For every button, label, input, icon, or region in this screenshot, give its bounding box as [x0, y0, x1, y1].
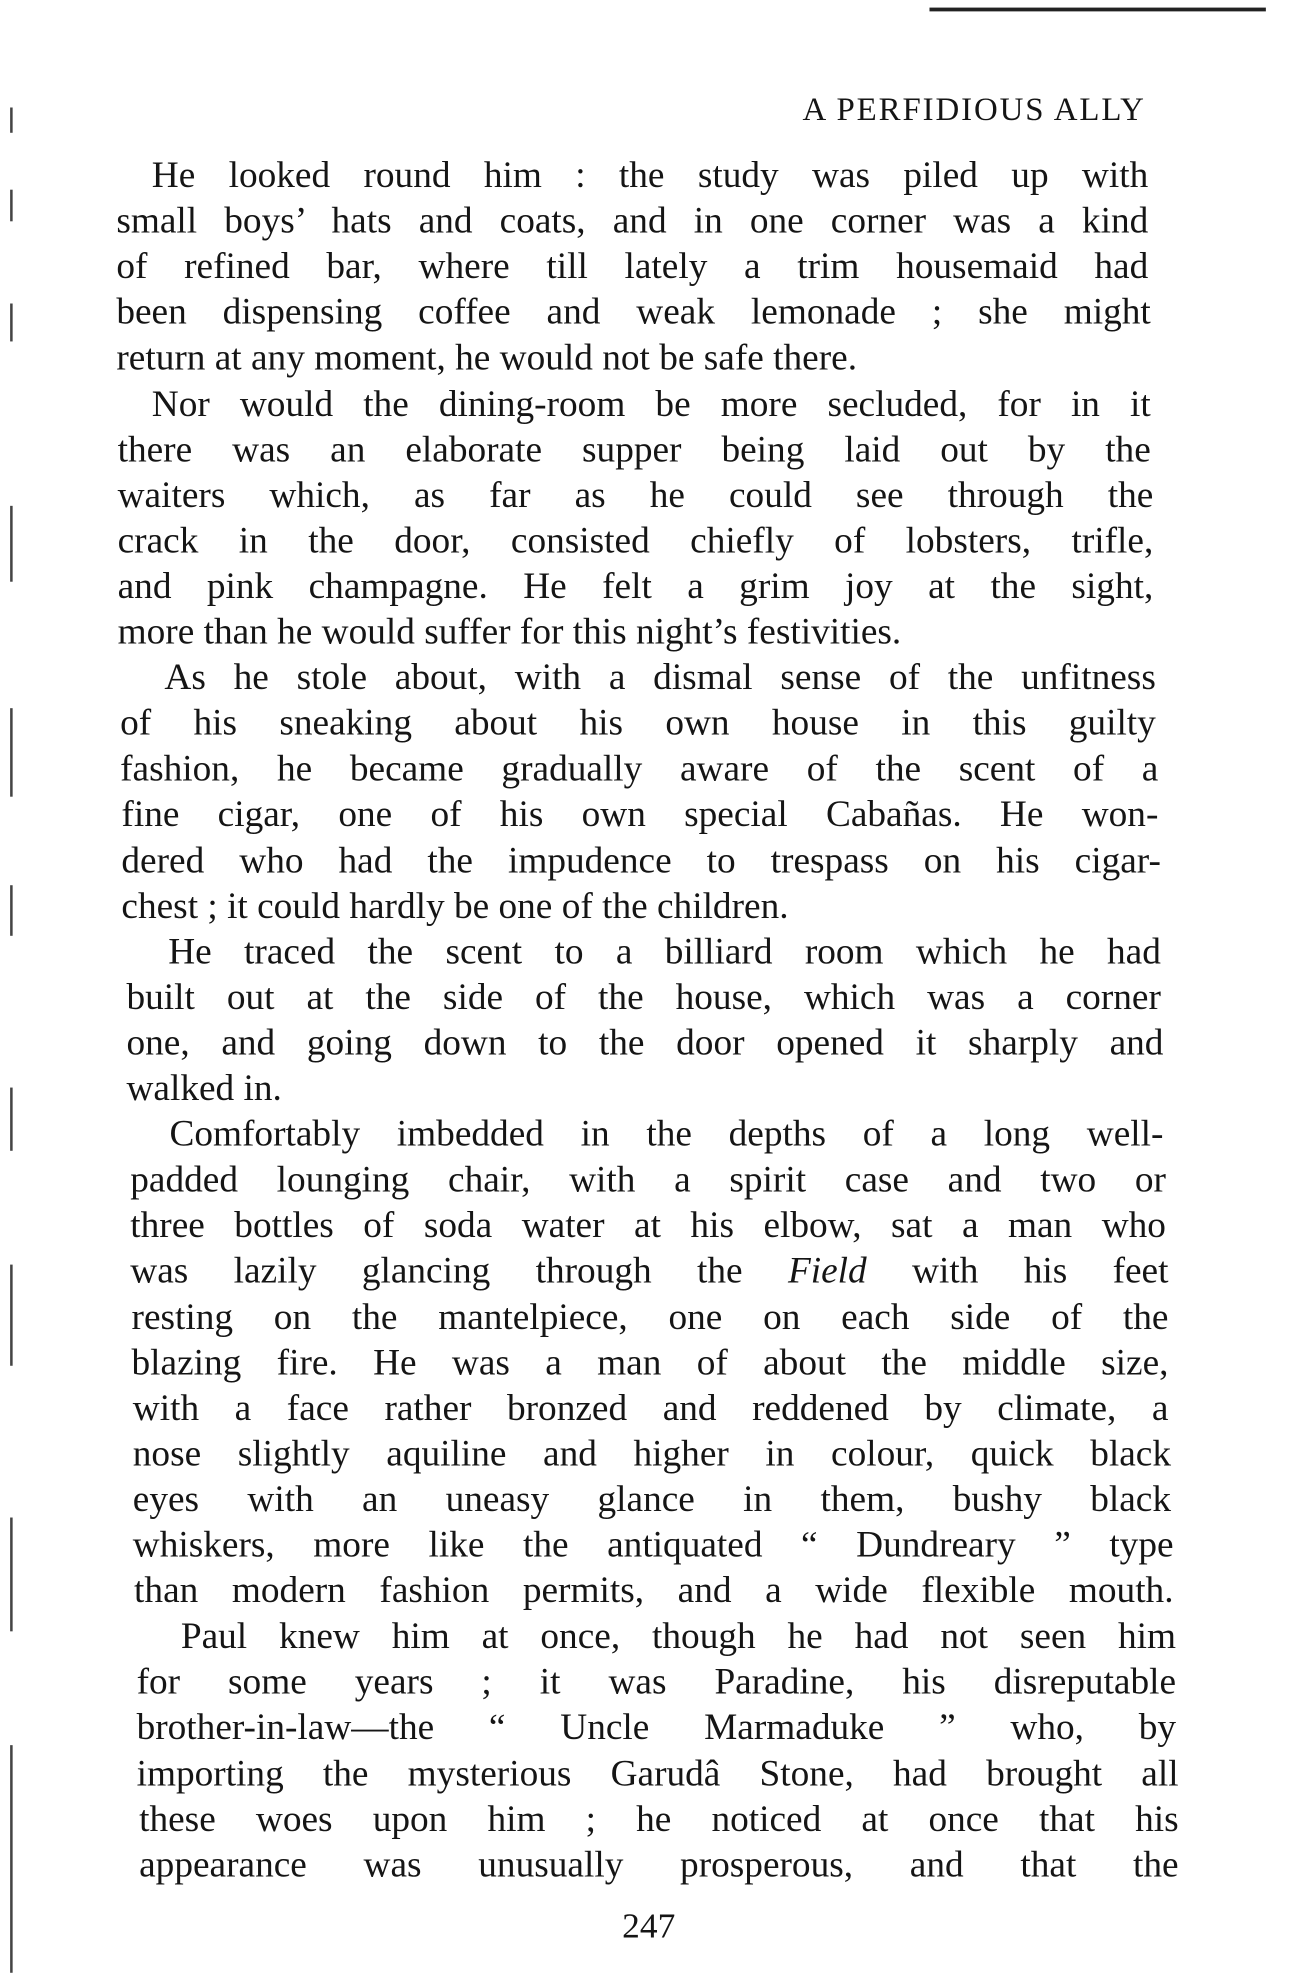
text-line: there was an elaborate supper being laid out by the [117, 429, 1151, 470]
scan-margin-mark [10, 1518, 12, 1632]
text-line: these woes upon him ; he noticed at once that his [139, 1799, 1179, 1840]
text-line: small boys’ hats and coats, and in one corner was a kind [116, 201, 1149, 242]
text-line: fashion, he became gradually aware of the scent of a [120, 749, 1159, 790]
text-line: three bottles of soda water at his elbow, sat a man who [130, 1205, 1166, 1247]
text-line: Paul knew him at once, though he had not seen him [180, 1616, 1177, 1657]
top-rule [929, 8, 1265, 12]
text-line: built out at the side of the house, which was a corner [126, 977, 1161, 1018]
text-line: He traced the scent to a billiard room which he had [168, 931, 1161, 973]
text-line: than modern fashion permits, and a wide flexible mouth. [134, 1570, 1174, 1612]
text-line: chest ; it could hardly be one of the children. [121, 885, 789, 927]
text-line [130, 1250, 1168, 1293]
text-line: more than he would suffer for this night’s festivities. [117, 612, 902, 653]
scan-margin-mark [10, 107, 12, 132]
text-line: of refined bar, where till lately a trim housemaid had [116, 246, 1149, 288]
text-line: eyes with an uneasy glance in them, bushy black [132, 1479, 1172, 1520]
text-segment: with his feet [866, 1251, 1169, 1292]
text-line: padded lounging chair, with a spirit case and two or [130, 1159, 1166, 1201]
running-title: A PERFIDIOUS ALLY [802, 91, 1146, 128]
scan-margin-mark [10, 708, 12, 797]
text-line: walked in. [126, 1068, 282, 1110]
text-line: As he stole about, with a dismal sense of the unfitness [164, 657, 1156, 699]
text-line: of his sneaking about his own house in this guilty [120, 703, 1156, 744]
text-line: Nor would the dining-room be more secluded, for in it [151, 383, 1151, 425]
text-segment: was lazily glancing through the [130, 1251, 788, 1292]
text-line: dered who had the impudence to trespass on his cigar- [121, 840, 1161, 881]
text-line: resting on the mantelpiece, one on each side of the [131, 1296, 1169, 1338]
text-line: and pink champagne. He felt a grim joy at the sight, [117, 566, 1154, 607]
text-line: been dispensing coffee and weak lemonade ; she might [116, 292, 1151, 333]
text-line: nose slightly aquiline and higher in colour, quick black [132, 1433, 1172, 1475]
text-line: crack in the door, consisted chiefly of lobsters, trifle, [117, 520, 1154, 562]
text-line: fine cigar, one of his own special Cabañas. He won- [121, 794, 1159, 836]
text-line: importing the mysterious Garudâ Stone, had brought all [136, 1753, 1179, 1794]
scan-margin-mark [10, 304, 12, 342]
text-line: with a face rather bronzed and reddened by climate, a [132, 1388, 1169, 1429]
scan-margin-mark [10, 1745, 12, 1973]
scan-margin-mark [10, 1088, 12, 1151]
italic-title: Field [787, 1251, 867, 1292]
text-line: He looked round him : the study was piled up with [151, 155, 1149, 197]
text-line: appearance was unusually prosperous, and that the [139, 1844, 1179, 1886]
text-line: whiskers, more like the antiquated “ Dundreary ” type [132, 1525, 1174, 1566]
text-line: return at any moment, he would not be safe there. [116, 338, 858, 379]
text-line: Comfortably imbedded in the depths of a long well- [169, 1114, 1164, 1155]
text-line: one, and going down to the door opened it sharply and [126, 1022, 1164, 1064]
text-line: for some years ; it was Paradine, his disreputable [136, 1662, 1177, 1703]
text-line: blazing fire. He was a man of about the middle size, [131, 1342, 1169, 1383]
text-line: brother-in-law—the “ Uncle Marmaduke ” who, by [136, 1707, 1177, 1749]
scan-margin-mark [10, 190, 12, 222]
scan-margin-mark [10, 885, 12, 936]
scan-margin-mark [10, 1265, 12, 1366]
text-line: waiters which, as far as he could see through the [117, 475, 1154, 516]
scan-margin-mark [10, 506, 12, 582]
page-number: 247 [622, 1907, 676, 1947]
